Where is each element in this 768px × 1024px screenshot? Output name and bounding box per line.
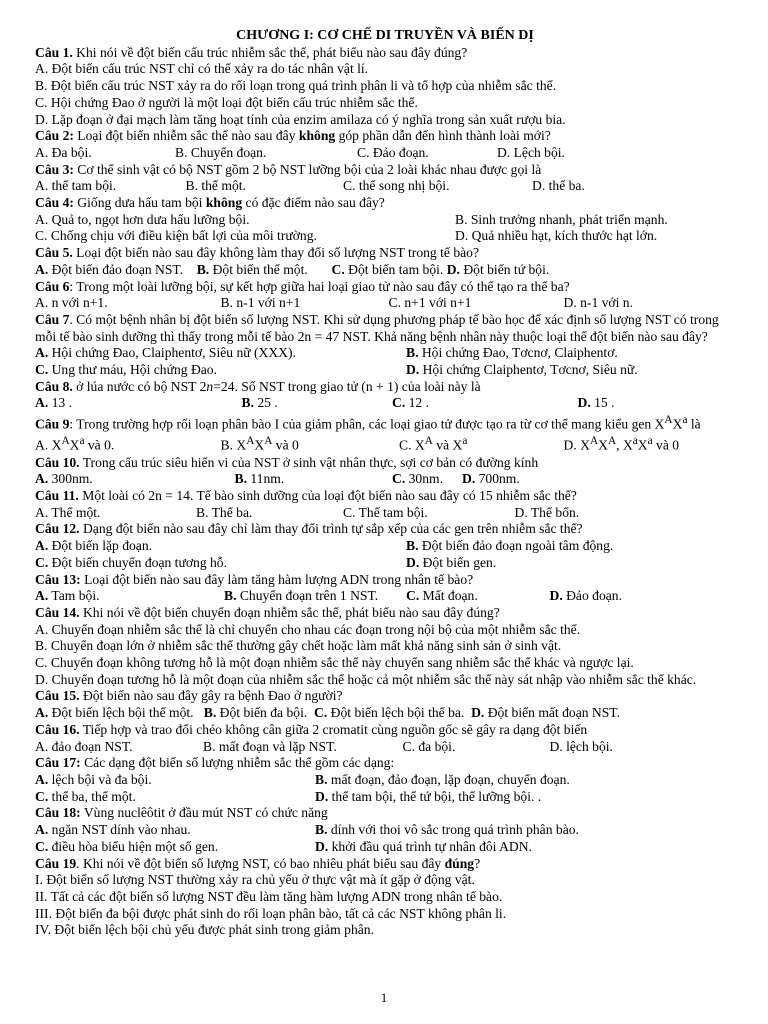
q19-statement-iv: IV. Đột biến lệch bội chủ yếu được phát sinh trong giảm phân. (35, 922, 374, 938)
q10-letter-a: A. (35, 471, 49, 487)
q9-a-sup2: a (79, 435, 85, 448)
q9-a-mid: X (69, 437, 80, 453)
q14-option-a: A. Chuyển đoạn nhiễm sắc thể là chỉ chuyển cho nhau các đoạn trong nội bộ của một nhiễm sắc thể. (35, 621, 581, 637)
q5-option-a: Đột biến đảo đoạn NST. (48, 261, 184, 277)
q13-letter-a: A. (35, 588, 49, 604)
q18-options-row2 (35, 839, 735, 856)
q9-d-mid3: X (637, 437, 648, 453)
q1-option-a: A. Đột biến cấu trúc NST chỉ có thể xảy ra do tác nhân vật lí. (35, 61, 369, 77)
q15-letter-a: A. (35, 705, 49, 721)
question-1-text: Khi nói về đột biến cấu trúc nhiễm sắc thể, phát biểu nào sau đây đúng? (72, 44, 468, 60)
q9-genotype-mid: X (672, 416, 683, 432)
question-13-text: Loại đột biến nào sau đây làm tăng hàm lượng ADN trong nhân tế bào? (80, 571, 474, 587)
question-19-text-pre: . Khi nói về đột biến số lượng NST, có bao nhiêu phát biểu sau đây (76, 855, 445, 871)
question-11 (35, 488, 735, 505)
question-12-label: Câu 12. (35, 521, 80, 537)
q9-a-text: A. X (35, 437, 62, 453)
question-3-label: Câu 3: (35, 161, 74, 177)
q9-b-text: B. X (220, 437, 247, 453)
question-17 (35, 755, 735, 772)
q13-option-c: Mất đoạn. (419, 588, 478, 604)
question-15 (35, 688, 735, 705)
q14-option-b: B. Chuyển đoạn lớn ở nhiễm sắc thể thường gây chết hoặc làm mất khả năng sinh sản ở sinh vật. (35, 638, 562, 654)
q8-option-d: 15 . (590, 395, 615, 411)
q13-option-d: Đảo đoạn. (562, 588, 622, 604)
q15-letter-d: D. (471, 705, 485, 721)
question-8-n: n (206, 378, 214, 394)
question-11-label: Câu 11. (35, 488, 79, 504)
question-14-label: Câu 14. (35, 604, 80, 620)
question-1 (35, 45, 735, 62)
chapter-title: CHƯƠNG I: CƠ CHẾ DI TRUYỀN VÀ BIẾN DỊ (236, 28, 534, 43)
q9-b-end: và 0 (272, 437, 299, 453)
question-3 (35, 162, 735, 179)
question-11-text: Một loài có 2n = 14. Tế bào sinh dưỡng của loại đột biến nào sau đây có 15 nhiễm sắc thể? (78, 488, 577, 504)
question-8 (35, 379, 735, 396)
q5-letter-b: B. (196, 261, 210, 277)
q17-letter-a: A. (35, 772, 49, 787)
question-4-keyword: không (205, 195, 243, 211)
q7-option-d: Hội chứng Claiphentơ, Tơcnơ, Siêu nữ. (419, 362, 638, 378)
q11-options (35, 505, 735, 522)
q2-options (35, 145, 735, 162)
q11-option-b: B. Thể ba. (196, 504, 253, 520)
q10-letter-b: B. (234, 471, 247, 487)
q5-option-d: Đột biến tứ bội. (459, 261, 550, 277)
question-7 (35, 312, 735, 345)
q13-option-b: Chuyển đoạn trên 1 NST. (236, 588, 379, 604)
question-14-text: Khi nói về đột biến chuyển đoạn nhiễm sắc thể, phát biểu nào sau đây đúng? (79, 604, 500, 620)
q19-statement-i: I. Đột biến số lượng NST thường xảy ra chủ yếu ở thực vật mà ít gặp ở động vật. (35, 872, 475, 888)
q9-d-end: và 0 (652, 437, 680, 453)
q3-option-d: D. thể ba. (532, 178, 585, 194)
question-6 (35, 279, 735, 296)
q9-option-b (221, 433, 400, 454)
question-5-label: Câu 5. (35, 245, 73, 261)
q13-option-a: Tam bội. (48, 588, 100, 604)
question-13 (35, 572, 735, 589)
q8-letter-b: B. (241, 395, 254, 411)
q12-option-b: Đột biến đảo đoạn ngoài tâm động. (418, 538, 614, 554)
q6-options (35, 295, 735, 312)
q2-option-d: D. Lệch bội. (497, 144, 565, 160)
q14-option-c: C. Chuyển đoạn không tương hỗ là một đoạn nhiễm sắc thể này chuyển sang nhiễm sắc thể khác và ngược lại. (35, 655, 634, 671)
question-9-label: Câu 9 (35, 416, 70, 432)
q16-options (35, 739, 735, 756)
q9-d-sup1: A (589, 435, 599, 448)
q9-c-sup1: A (424, 435, 433, 448)
question-7-text: . Có một bệnh nhân bị đột biến số lượng NST. Khi sử dụng phương pháp tế bào học để xác định số lượng NST có trong mỗi tế bào sinh dưỡng thì thấy trong mỗi tế bào 2n = 47 NST. Khả năng bệnh nhân này thuộc loại thể đột biến nào sau đây? (35, 311, 719, 344)
question-7-label: Câu 7 (35, 311, 70, 327)
q10-options (35, 471, 735, 488)
q9-a-sup1: A (61, 435, 70, 448)
q11-option-c: C. Thể tam bội. (343, 504, 428, 520)
q10-option-b: 11nm. (246, 471, 285, 487)
q2-option-c: C. Đảo đoạn. (357, 144, 429, 160)
question-2-text-post: góp phần dẫn đến hình thành loài mới? (335, 128, 551, 144)
q7-option-c: Ung thư máu, Hội chứng Đao. (48, 362, 217, 378)
q6-option-b: B. n-1 với n+1 (220, 295, 301, 311)
question-18-text: Vùng nuclêôtit ở đầu mút NST có chức năng (80, 805, 328, 821)
q14-option-d: D. Chuyển đoạn tương hỗ là một đoạn của nhiễm sắc thể hoặc cả một nhiễm sắc thể này sát nhập vào nhiễm sắc thể khác. (35, 671, 697, 687)
q12-option-d: Đột biến gen. (419, 554, 497, 570)
q9-a-end: và 0. (84, 437, 115, 453)
q18-options-row1 (35, 822, 735, 839)
q8-letter-d: D. (577, 395, 591, 411)
question-16-label: Câu 16. (35, 721, 80, 737)
question-4-text-post: có đặc điểm nào sau đây? (242, 195, 385, 211)
q15-option-c: Đột biến lệch bội thể ba. (327, 705, 465, 721)
q10-letter-c: C. (392, 471, 406, 487)
q13-letter-d: D. (549, 588, 563, 604)
q16-option-c: C. đa bội. (402, 738, 456, 754)
q4-option-a: A. Quả to, ngọt hơn dưa hấu lưỡng bội. (35, 211, 250, 227)
q7-option-a: Hội chứng Đao, Claiphentơ, Siêu nữ (XXX). (48, 345, 296, 361)
q9-c-text: C. X (399, 437, 425, 453)
q12-letter-b: B. (406, 538, 419, 554)
question-2-text-pre: Loại đột biến nhiễm sắc thể nào sau đây (73, 128, 299, 144)
q4-options-row2 (35, 228, 735, 245)
q9-b-mid: X (254, 437, 265, 453)
q12-option-c: Đột biến chuyển đoạn tương hỗ. (48, 554, 228, 570)
q18-letter-a: A. (35, 822, 49, 838)
question-14 (35, 605, 735, 622)
question-12 (35, 521, 735, 538)
question-19-text-post: ? (474, 855, 481, 871)
q8-option-a: 13 . (48, 395, 73, 411)
q7-options-row1 (35, 345, 735, 362)
q17-option-b: mất đoạn, đảo đoạn, lặp đoạn, chuyển đoạn. (327, 772, 570, 787)
q6-option-d: D. n-1 với n. (563, 295, 633, 311)
q7-letter-a: A. (35, 345, 49, 361)
q12-option-a: Đột biến lặp đoạn. (48, 538, 153, 554)
question-9-text: : Trong trường hợp rối loạn phân bào I của giảm phân, các loại giao tử được tạo ra từ cơ thể mang kiểu gen X (69, 416, 665, 432)
q4-options-row1 (35, 212, 735, 229)
question-8-text-2: =24. Số NST trong giao tử (n + 1) của loài này là (213, 378, 481, 394)
question-5 (35, 245, 735, 262)
question-4-text-pre: Giống dưa hấu tam bội (73, 195, 206, 211)
q9-option-c (399, 433, 564, 454)
q7-letter-b: B. (406, 345, 419, 361)
question-2-keyword: không (298, 128, 336, 144)
q9-c-mid: và X (432, 437, 463, 453)
q18-option-c: điều hòa biểu hiện một số gen. (48, 838, 219, 854)
q5-option-b: Đột biến thể một. (209, 261, 308, 277)
q9-d-text: D. X (563, 437, 590, 453)
question-12-text: Dạng đột biến nào sau đây chỉ làm thay đổi trình tự sắp xếp của các gen trên nhiễm sắc thể? (79, 521, 583, 537)
question-10-label: Câu 10. (35, 454, 80, 470)
question-8-label: Câu 8. (35, 378, 73, 394)
q13-options (35, 588, 735, 605)
question-6-text: : Trong một loài lưỡng bội, sự kết hợp giữa hai loại giao tử nào sau đây có thể tạo ra thể ba? (69, 278, 570, 294)
question-1-label: Câu 1. (35, 44, 73, 60)
q15-option-d: Đột biến mất đoạn NST. (484, 705, 620, 721)
question-8-text: ở lúa nước có bộ NST 2 (72, 378, 207, 394)
question-13-label: Câu 13: (35, 571, 81, 587)
page-number: 1 (380, 990, 388, 1005)
q13-letter-b: B. (224, 588, 237, 604)
q9-d-sup3: a (632, 435, 638, 448)
q9-d-sup2: A (607, 435, 617, 448)
q7-letter-d: D. (406, 362, 420, 378)
q9-c-sup2: a (462, 435, 468, 448)
q8-option-b: 25 . (253, 395, 278, 411)
q17-options-row1 (35, 772, 735, 789)
q19-statement-ii: II. Tất cả các đột biến số lượng NST đều làm tăng hàm lượng ADN trong nhân tế bào. (35, 888, 503, 904)
q9-options (35, 433, 735, 454)
q15-options (35, 705, 735, 722)
q7-option-b: Hội chứng Đao, Tơcnơ, Claiphentơ. (418, 345, 618, 361)
q5-letter-d: D. (446, 261, 460, 277)
q15-option-a: Đột biến lệch bội thể một. (48, 705, 194, 721)
question-4-label: Câu 4: (35, 195, 74, 211)
question-3-text: Cơ thể sinh vật có bộ NST gồm 2 bộ NST lưỡng bội của 2 loài khác nhau được gọi là (73, 161, 542, 177)
q9-genotype-end: là (687, 416, 701, 432)
q13-letter-c: C. (406, 588, 420, 604)
worksheet (35, 28, 735, 939)
q4-option-c: C. Chống chịu với điều kiện bất lợi của môi trường. (35, 228, 317, 244)
q10-option-a: 300nm. (48, 471, 93, 487)
q1-option-c: C. Hội chứng Đao ở người là một loại đột biến cấu trúc nhiễm sắc thể. (35, 94, 418, 110)
q18-option-b: dính với thoi vô sắc trong quá trình phân bào. (327, 822, 579, 838)
question-18 (35, 805, 735, 822)
question-10-text: Trong cấu trúc siêu hiển vi của NST ở sinh vật nhân thực, sợi cơ bản có đường kính (79, 454, 539, 470)
q3-option-b: B. thể một. (185, 178, 246, 194)
q11-option-d: D. Thể bốn. (514, 504, 580, 520)
q18-option-d: khởi đầu quá trình tự nhân đôi ADN. (328, 838, 532, 854)
q5-options (35, 262, 735, 279)
q17-letter-c: C. (35, 788, 49, 804)
q15-option-b: Đột biến đa bội. (216, 705, 308, 721)
q4-option-b: B. Sinh trưởng nhanh, phát triển mạnh. (455, 211, 668, 227)
q17-letter-b: B. (315, 772, 328, 787)
q12-letter-c: C. (35, 554, 49, 570)
q11-option-a: A. Thể một. (35, 504, 101, 520)
q7-letter-c: C. (35, 362, 49, 378)
question-2 (35, 128, 735, 145)
q9-b-sup2: A (264, 435, 273, 448)
q9-b-sup1: A (246, 435, 255, 448)
q10-option-d: 700nm. (475, 471, 520, 487)
q8-option-c: 12 . (405, 395, 430, 411)
q9-d-mid: X (598, 437, 608, 453)
q9-d-sup4: a (647, 435, 653, 448)
q3-options (35, 178, 735, 195)
q8-letter-a: A. (35, 395, 49, 411)
q7-options-row2 (35, 362, 735, 379)
question-5-text: Loại đột biến nào sau đây không làm thay đổi số lượng NST trong tế bào? (72, 245, 479, 261)
q12-options-row2 (35, 555, 735, 572)
q6-option-c: C. n+1 với n+1 (388, 295, 472, 311)
q9-d-mid2: , X (616, 437, 633, 453)
q16-option-b: B. mất đoạn và lặp NST. (203, 738, 337, 754)
question-10 (35, 455, 735, 472)
q12-letter-d: D. (406, 554, 420, 570)
q18-letter-d: D. (315, 838, 329, 854)
q18-letter-c: C. (35, 838, 49, 854)
q17-options-row2 (35, 789, 735, 806)
q17-option-a: lệch bội và đa bội. (48, 772, 152, 787)
q1-option-b: B. Đột biến cấu trúc NST xảy ra do rối loạn trong quá trình phân li và tổ hợp của nhiễm sắc thể. (35, 78, 557, 94)
q15-letter-b: B. (203, 705, 217, 721)
q18-option-a: ngăn NST dính vào nhau. (48, 822, 191, 838)
q5-letter-a: A. (35, 261, 49, 277)
q17-option-c: thể ba, thể một. (48, 788, 136, 804)
question-19 (35, 856, 735, 873)
q17-letter-d: D. (315, 788, 329, 804)
question-16 (35, 722, 735, 739)
q10-option-c: 30nm. (405, 471, 443, 487)
q4-option-d: D. Quả nhiều hạt, kích thước hạt lớn. (455, 228, 658, 244)
q2-option-a: A. Đa bội. (35, 144, 92, 160)
q10-letter-d: D. (462, 471, 476, 487)
question-19-label: Câu 19 (35, 855, 77, 871)
q12-options-row1 (35, 538, 735, 555)
question-9 (35, 412, 735, 433)
q2-option-b: B. Chuyển đoạn. (175, 144, 267, 160)
q9-option-a (35, 433, 221, 454)
q17-option-d: thể tam bội, thể tứ bội, thể lưỡng bội. . (328, 788, 542, 804)
q8-options (35, 395, 735, 412)
question-2-label: Câu 2: (35, 128, 74, 144)
q16-option-a: A. đảo đoạn NST. (35, 738, 133, 754)
q19-statement-iii: III. Đột biến đa bội được phát sinh do rối loạn phân bào, tất cả các NST không phân li. (35, 905, 507, 921)
question-18-label: Câu 18: (35, 805, 81, 821)
question-17-label: Câu 17: (35, 755, 81, 771)
q5-letter-c: C. (331, 261, 345, 277)
q9-genotype-sup-2: a (682, 414, 688, 427)
question-17-text: Các dạng đột biến số lượng nhiễm sắc thể gồm các dạng: (80, 755, 395, 771)
question-15-text: Đột biến nào sau đây gây ra bệnh Đao ở người? (79, 688, 343, 704)
question-6-label: Câu 6 (35, 278, 70, 294)
q15-letter-c: C. (314, 705, 328, 721)
q9-option-d (564, 433, 680, 454)
question-16-text: Tiếp hợp và trao đổi chéo không cân giữa 2 cromatit cùng nguồn gốc sẽ gây ra dạng đột biến (79, 721, 588, 737)
q12-letter-a: A. (35, 538, 49, 554)
q8-letter-c: C. (392, 395, 406, 411)
q3-option-c: C. thể song nhị bội. (343, 178, 450, 194)
question-15-label: Câu 15. (35, 688, 80, 704)
q16-option-d: D. lệch bội. (549, 738, 613, 754)
q9-genotype-sup-1: A (664, 414, 673, 427)
q5-option-c: Đột biến tam bội. (344, 261, 444, 277)
q3-option-a: A. thể tam bội. (35, 178, 117, 194)
question-4 (35, 195, 735, 212)
q1-option-d: D. Lặp đoạn ở đại mạch làm tăng hoạt tính của enzim amilaza có ý nghĩa trong sản xuất rượu bia. (35, 111, 566, 127)
question-19-keyword: đúng (444, 855, 475, 871)
q18-letter-b: B. (315, 822, 328, 838)
q6-option-a: A. n với n+1. (35, 295, 108, 311)
